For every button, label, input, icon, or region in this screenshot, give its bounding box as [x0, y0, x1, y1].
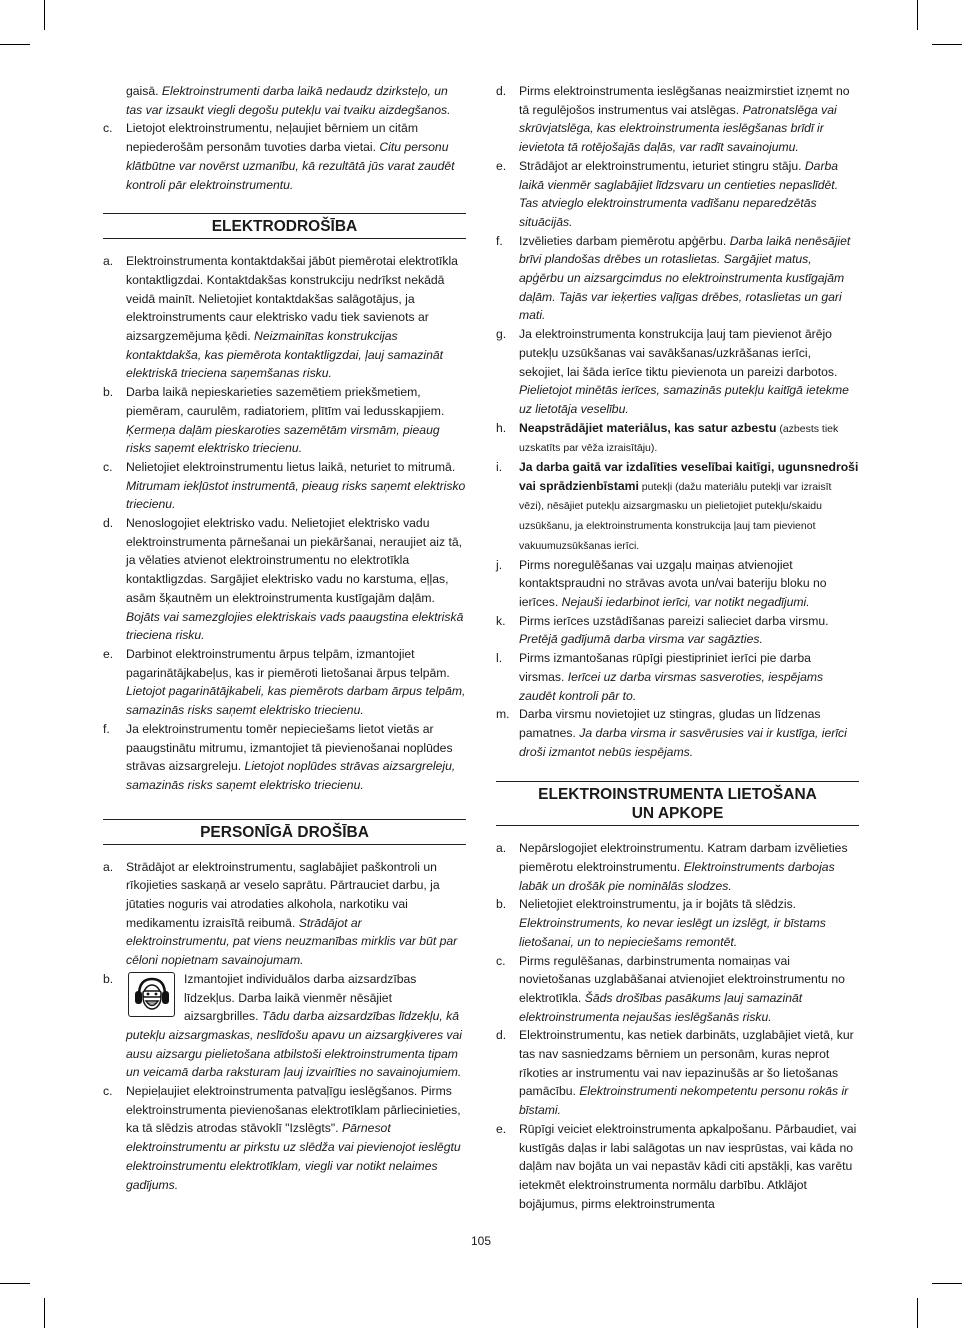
right-column	[496, 82, 859, 1213]
italic-text: Pretējā gadījumā darba virsma var sagāzties.	[519, 632, 763, 647]
text: Ja elektroinstrumentu tomēr nepieciešams lietot vietās ar paaugstinātu mitrumu, izmantojiet tā pievienošanai noplūdes strāvas aizsargreleju.	[126, 721, 453, 774]
page-number: 105	[470, 1234, 492, 1248]
list-item	[496, 325, 859, 419]
item-label: e.	[496, 158, 507, 173]
italic-text: Strādājot ar elektroinstrumentu, pat viens neuzmanības mirklis var būt par cēloni nopietnam savainojumam.	[126, 915, 458, 968]
item-label: f.	[103, 721, 110, 736]
list-item	[496, 419, 859, 458]
italic-text: Nejauši iedarbinot ierīci, var notikt negadījumi.	[561, 594, 810, 609]
crop-mark	[0, 1283, 30, 1284]
list-item	[103, 858, 466, 970]
crop-mark	[932, 1283, 962, 1284]
text: Darbinot elektroinstrumentu ārpus telpām, izmantojiet pagarinātājkabeļus, kas ir piemēroti lietošanai ārpus telpām.	[126, 646, 450, 680]
list-item	[103, 1082, 466, 1194]
item-label: d.	[496, 84, 507, 98]
item-label: a.	[103, 254, 114, 269]
bold-text: Neapstrādājiet materiālus, kas satur azbestu	[519, 420, 777, 435]
item-label: k.	[496, 613, 506, 628]
text: Elektroinstrumentu, kas netiek darbināts, uzglabājiet vietā, kur tas nav sasniedzams bērniem un personām, kuras neprot rīkoties ar instrumentu vai nav iepazinušās ar šo lietošanas pamācību.	[519, 1028, 854, 1099]
italic-text: Neizmainītas konstrukcijas kontaktdakša, kas piemērota kontaktligzdai, ļauj samazināt elektriskā trieciena saņemšanas risku.	[126, 329, 444, 381]
item-label: f.	[496, 233, 503, 248]
list-item	[496, 839, 859, 895]
text: Strādājot ar elektroinstrumentu, ieturiet stingru stāju.	[519, 158, 805, 173]
item-label: d.	[103, 516, 114, 531]
item-label: a.	[103, 859, 114, 874]
text: Ja elektroinstrumenta konstrukcija ļauj tam pievienot ārējo putekļu uzsūkšanas vai savākšanas/uzkrāšanas ierīci, sekojiet, lai šāda ierīce tiktu pievienota un pareizi darbotos.	[519, 327, 838, 379]
list-item	[496, 705, 859, 761]
list-item	[103, 252, 466, 383]
item-label: c.	[103, 121, 113, 136]
section-heading: ELEKTRODROŠĪBA	[103, 213, 466, 239]
list-item	[496, 1120, 859, 1214]
item-label: h.	[496, 420, 507, 435]
italic-text: Lietojot noplūdes strāvas aizsargreleju, samazinās risks saņemt elektrisko triecienu.	[126, 759, 456, 792]
list-item	[103, 720, 466, 795]
text: Pirms noregulēšanas vai uzgaļu maiņas atvienojiet kontaktspraudni no strāvas avota un/vai bateriju bloku no ierīces.	[519, 557, 827, 609]
text: Elektroinstrumenta kontaktdakšai jābūt piemērotai elektrotīkla kontaktligzdai. Kontaktdakšas konstrukciju nedrīkst nekādā veidā mainīt. Nelietojiet kontaktdakšas salāgotājus, ja elektroinstruments caur elektrisko vadu tiek savienots ar aizsargzemējuma ķēdi.	[126, 254, 458, 344]
text: Izmantojiet individuālos darba aizsardzības līdzekļus. Darba laikā vienmēr nēsājiet aizsargbrilles.	[184, 971, 417, 1024]
item-label: b.	[103, 971, 114, 986]
crop-mark	[0, 44, 30, 45]
item-label: e.	[103, 646, 114, 661]
item-label: b.	[103, 385, 114, 400]
list-item	[496, 82, 859, 157]
section-heading	[496, 781, 859, 826]
text: Izvēlieties darbam piemērotu apģērbu.	[519, 233, 730, 248]
list-item	[103, 383, 466, 458]
item-label: d.	[496, 1028, 507, 1043]
italic-text: Elektroinstrumenti darba laikā nedaudz dzirksteļo, un tas var izsaukt viegli degošu putekļu vai tvaiku aizdegšanos.	[126, 84, 451, 117]
text: Nenoslogojiet elektrisko vadu. Nelietojiet elektrisko vadu elektroinstrumenta pārnešanai un piekāršanai, neraujiet aiz tā, ja vēlaties atvienot elektroinstrumentu no elektrotīkla kontaktligzdas. Sargājiet elektrisko vadu no karstuma, eļļas, asām šķautnēm un elektroinstrumenta kustīgajām daļām.	[126, 516, 463, 605]
safety-gear-icon	[128, 972, 175, 1017]
text: Pirms ierīces uzstādīšanas pareizi salieciet darba virsmu.	[519, 613, 829, 628]
text: Nepārslogojiet elektroinstrumentu. Katram darbam izvēlieties piemērotu elektroinstrumentu.	[519, 841, 848, 875]
heading-line: ELEKTROINSTRUMENTA LIETOŠANA	[538, 786, 817, 804]
italic-text: Darba laikā nenēsājiet brīvi plandošas drēbes un rotaslietas. Sargājiet matus, apģērbu un aizsargcimdus no elektroinstrumenta kustīgajām daļām. Tajās var ieķerties vaļīgas drēbes, rotaslietas un gari mati.	[519, 233, 851, 323]
heading-line: UN APKOPE	[631, 805, 724, 823]
list-item	[496, 556, 859, 612]
small-text: (azbests tiek uzskatīts par vēža izraisītāju).	[519, 422, 839, 455]
text: Darba laikā nepieskarieties sazemētiem priekšmetiem, piemēram, caurulēm, radiatoriem, plītīm vai ledusskapjiem.	[126, 385, 445, 418]
text: Darba virsmu novietojiet uz stingras, gludas un līdzenas pamatnes.	[519, 707, 821, 740]
list-item	[103, 119, 466, 194]
text: Strādājot ar elektroinstrumentu, saglabājiet paškontroli un rīkojieties saskaņā ar veselo saprātu. Pārtrauciet darbu, ja jūtaties noguris vai atrodaties alkohola, narkotiku vai medikamentu izraisītā reibumā.	[126, 859, 440, 930]
crop-mark	[932, 44, 962, 45]
item-label: l.	[496, 651, 503, 666]
text: Pirms regulēšanas, darbinstrumenta nomaiņas vai novietošanas uzglabāšanai atvienojiet elektroinstrumentu no elektrotīkla.	[519, 953, 845, 1005]
list-item	[496, 1026, 859, 1120]
text: Pirms izmantošanas rūpīgi piestipriniet ierīci pie darba virsmas.	[519, 651, 811, 684]
italic-text: Darba laikā vienmēr saglabājiet līdzsvaru un centieties nepaslīdēt. Tas atvieglo elektroinstrumenta vadīšanu neparedzētās situācijās.	[519, 158, 839, 229]
crop-mark	[44, 0, 45, 30]
list-item	[103, 458, 466, 514]
italic-text: Elektroinstruments, ko nevar ieslēgt un izslēgt, ir bīstams lietošanai, un to nepieciešams remontēt.	[519, 916, 826, 949]
small-text: putekļi (dažu materiālu putekļi var izraisīt vēzi), nēsājiet putekļu aizsargmasku un pielietojiet putekļu/skaidu uzsūkšanu, ja elektroinstrumenta konstrukcija ļauj tam pievienot vakuumuzsūkšanas ierīci.	[519, 480, 832, 552]
list-item	[496, 895, 859, 951]
list-item	[496, 612, 859, 649]
item-label: e.	[496, 1121, 507, 1136]
italic-text: Pārnesot elektroinstrumentu ar pirkstu uz slēdža vai pievienojot ieslēgtu elektroinstrumentu elektrotīklam, viegli var notikt nelaimes gadījums.	[126, 1121, 461, 1192]
text: Pirms elektroinstrumenta ieslēgšanas neaizmirstiet izņemt no tā regulējošos instrumentus vai atslēgas.	[519, 84, 850, 117]
intro-paragraph	[103, 82, 466, 119]
italic-text: Bojāts vai samezglojies elektriskais vads paaugstina elektriskā trieciena risku.	[126, 609, 464, 643]
italic-text: Pielietojot minētās ierīces, samazinās putekļu kaitīgā ietekme uz lietotāja veselību.	[519, 383, 849, 416]
list-item	[103, 970, 466, 1082]
list-item	[496, 458, 859, 556]
item-label: c.	[103, 1084, 113, 1099]
text: Nepieļaujiet elektroinstrumenta patvaļīgu ieslēgšanos. Pirms elektroinstrumenta pievienošanas elektrotīklam pārliecinieties, ka tā slēdzis atrodas stāvoklī "Izslēgts".	[126, 1084, 461, 1136]
italic-text: Šāds drošības pasākums ļauj samazināt elektroinstrumenta nejaušas ieslēgšanās risku.	[519, 990, 803, 1024]
italic-text: Citu personu klātbūtne var novērst uzmanību, kā rezultātā jūs varat zaudēt kontroli pār elektroinstrumentu.	[126, 140, 455, 192]
item-label: c.	[496, 953, 506, 968]
italic-text: Patronatslēga vai skrūvjatslēga, kas elektroinstrumenta ieslēgšanas brīdī ir ievietota tā rotējošajās daļās, var radīt savainojumu.	[519, 102, 837, 155]
italic-text: Elektroinstruments darbojas labāk un drošāk pie nominālās slodzes.	[519, 860, 835, 893]
item-label: j.	[496, 557, 503, 572]
crop-mark	[44, 1298, 45, 1328]
item-label: c.	[103, 459, 113, 474]
text: Nelietojiet elektroinstrumentu, ja ir bojāts tā slēdzis.	[519, 897, 797, 912]
crop-mark	[917, 0, 918, 30]
item-label: m.	[496, 707, 510, 722]
italic-text: Mitrumam iekļūstot instrumentā, pieaug risks saņemt elektrisko triecienu.	[126, 478, 466, 512]
italic-text: Ķermeņa daļām pieskaroties sazemētām virsmām, pieaug risks saņemt elektrisko triecienu.	[126, 422, 440, 456]
text: Nelietojiet elektroinstrumentu lietus laikā, neturiet to mitrumā.	[126, 459, 456, 474]
crop-mark	[917, 1298, 918, 1328]
text: Rūpīgi veiciet elektroinstrumenta apkalpošanu. Pārbaudiet, vai kustīgās daļas ir labi salāgotas un nav iesprūstas, vai kāda no daļām nav bojāta un vai nepastāv kādi citi apstākļi, kas varētu ietekmēt elektroinstrumenta normālu darbību. Atklājot bojājumus, pirms elektroinstrumenta	[519, 1121, 857, 1211]
left-column	[103, 82, 466, 1194]
list-item	[496, 649, 859, 705]
italic-text: Ierīcei uz darba virsmas sasveroties, iespējams zaudēt kontroli pār to.	[519, 669, 824, 703]
italic-text: Tādu darba aizsardzības līdzekļu, kā putekļu aizsargmaskas, neslīdošu apavu un aizsargķiveres vai ausu aizsargu pielietošana atbilstoši elektroinstrumenta tipam un veicamā darba raksturam ļauj izvairīties no savainojumiem.	[126, 1009, 463, 1080]
item-label: g.	[496, 327, 507, 342]
list-item	[496, 157, 859, 232]
list-item	[103, 645, 466, 720]
list-item	[103, 514, 466, 645]
italic-text: Lietojot pagarinātājkabeli, kas piemērots darbam ārpus telpām, samazinās risks saņemt elektrisko triecienu.	[126, 684, 466, 718]
item-label: a.	[496, 841, 507, 856]
list-item	[496, 952, 859, 1027]
italic-text: Elektroinstrumenti nekompetentu personu rokās ir bīstami.	[519, 1084, 849, 1118]
list-item	[496, 232, 859, 326]
text: Lietojot elektroinstrumentu, neļaujiet bērniem un citām nepiederošām personām tuvoties darba vietai.	[126, 121, 418, 155]
text: gaisā.	[126, 84, 162, 98]
section-heading: PERSONĪGĀ DROŠĪBA	[103, 819, 466, 845]
item-label: b.	[496, 897, 507, 912]
italic-text: Ja darba virsma ir sasvērusies vai ir kustīga, ierīci droši izmantot nebūs iespējams.	[519, 725, 847, 759]
item-label: i.	[496, 460, 503, 475]
bold-text: Ja darba gaitā var izdalīties veselībai kaitīgi, ugunsnedroši vai sprādzienbīstami	[519, 460, 859, 493]
